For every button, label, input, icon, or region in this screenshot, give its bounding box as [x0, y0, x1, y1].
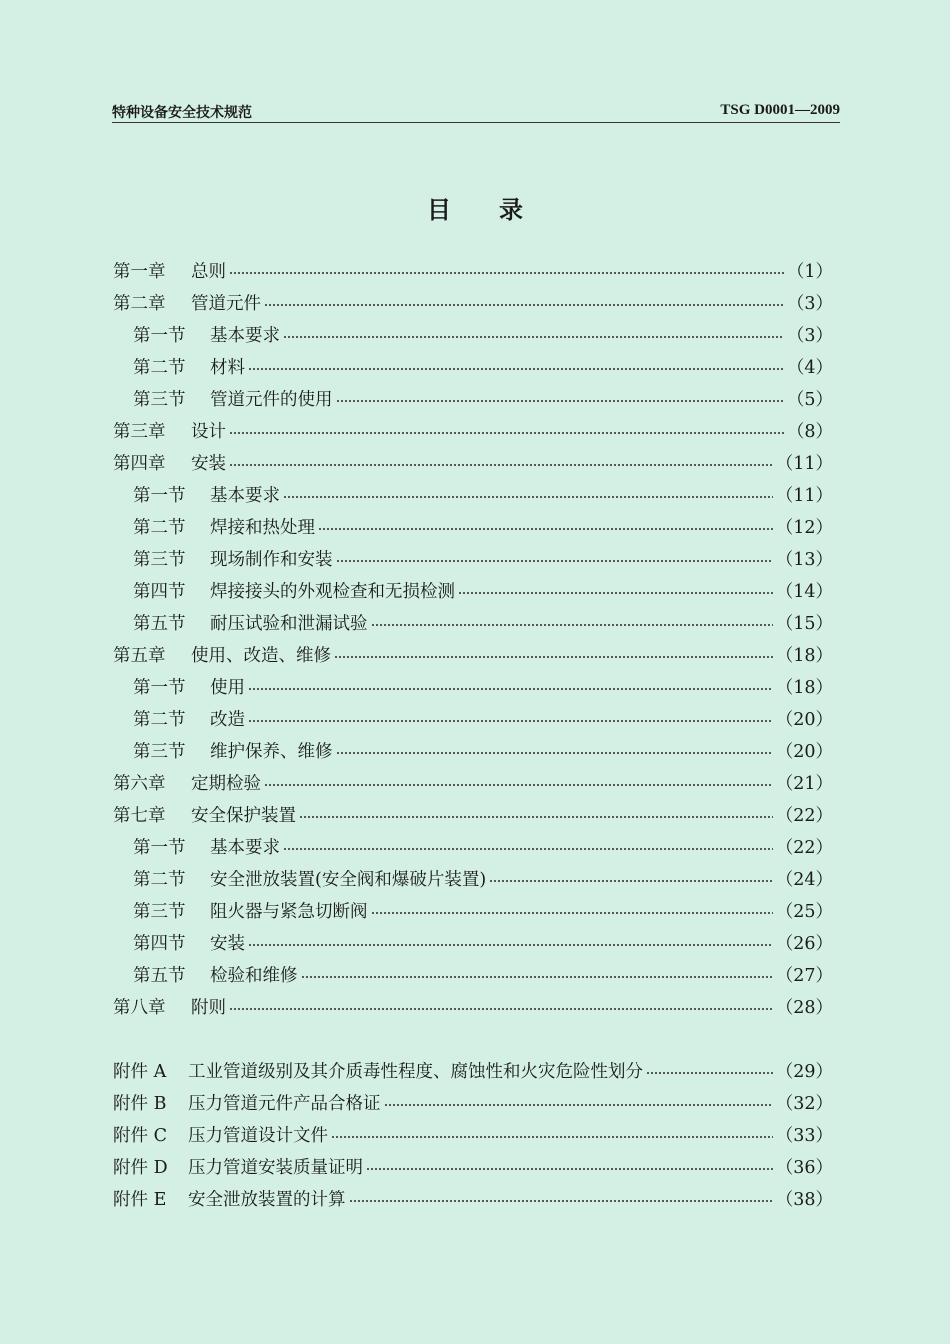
dot-leader [299, 811, 773, 821]
toc-section-entry-page-number: （20） [775, 742, 833, 762]
dot-leader [248, 683, 773, 693]
toc-section-entry-title: 管道元件的使用 [210, 390, 333, 410]
toc-section-entry-page-number: （27） [775, 966, 833, 986]
toc-section-entry[interactable] [113, 960, 833, 992]
toc-chapter-entry-title: 安装 [191, 454, 226, 474]
toc-chapter-entry-label: 第四章 [113, 454, 166, 474]
toc-chapter-entry-label: 第六章 [113, 774, 166, 794]
toc-section-entry-title: 基本要求 [210, 838, 280, 858]
toc-section-entry-label: 第二节 [133, 518, 186, 538]
toc-section-entry-page-number: （25） [775, 902, 833, 922]
toc-chapter-entry-page-number: （28） [775, 998, 833, 1018]
dot-leader [646, 1067, 773, 1077]
toc-section-entry-label: 第四节 [133, 582, 186, 602]
dot-leader [283, 491, 773, 501]
dot-leader [371, 907, 773, 917]
toc-section-entry-page-number: （13） [775, 550, 833, 570]
toc-section-entry-label: 第三节 [133, 902, 186, 922]
toc-section-entry-label: 第四节 [133, 934, 186, 954]
toc-section-entry-page-number: （5） [786, 390, 833, 410]
toc-section-entry-label: 第二节 [133, 870, 186, 890]
header-standard-code: TSG D0001—2009 [720, 102, 840, 118]
toc-chapter-entry-label: 第七章 [113, 806, 166, 826]
toc-section-entry-title: 改造 [210, 710, 245, 730]
toc-chapter-entry[interactable] [113, 640, 833, 672]
toc-appendix-entry[interactable] [113, 1120, 833, 1152]
dot-leader [366, 1163, 773, 1173]
toc-chapter-entry-title: 附则 [191, 998, 226, 1018]
toc-section-entry-title: 安全泄放装置(安全阀和爆破片装置) [210, 870, 487, 890]
toc-chapter-entry-title: 管道元件 [191, 294, 261, 314]
toc-section-entry[interactable] [113, 512, 833, 544]
toc-section-entry-label: 第一节 [133, 678, 186, 698]
toc-chapter-entry-title: 总则 [191, 262, 226, 282]
toc-appendix-entry-title: 工业管道级别及其介质毒性程度、腐蚀性和火灾危险性划分 [188, 1062, 643, 1082]
toc-chapter-entry[interactable] [113, 256, 833, 288]
toc-chapter-entry-page-number: （21） [775, 774, 833, 794]
toc-section-entry-title: 基本要求 [210, 326, 280, 346]
toc-section-entry-label: 第三节 [133, 550, 186, 570]
toc-section-entry[interactable] [113, 352, 833, 384]
dot-leader [283, 843, 773, 853]
toc-section-entry-page-number: （20） [775, 710, 833, 730]
toc-section-entry-page-number: （22） [775, 838, 833, 858]
toc-section-entry[interactable] [113, 576, 833, 608]
dot-leader [229, 1003, 773, 1013]
toc-section-entry-title: 阻火器与紧急切断阀 [210, 902, 368, 922]
toc-section-entry[interactable] [113, 384, 833, 416]
toc-appendix-entry-page-number: （33） [775, 1126, 833, 1146]
toc-section-entry-page-number: （12） [775, 518, 833, 538]
dot-leader [384, 1099, 773, 1109]
toc-section-entry[interactable] [113, 608, 833, 640]
toc-appendix-entry-title: 安全泄放装置的计算 [188, 1190, 346, 1210]
toc-section-entry-page-number: （4） [786, 358, 833, 378]
dot-leader [336, 555, 773, 565]
toc-section-entry-title: 使用 [210, 678, 245, 698]
dot-leader [229, 267, 784, 277]
toc-appendix-entry[interactable] [113, 1152, 833, 1184]
toc-section-entry-page-number: （3） [786, 326, 833, 346]
dot-leader [349, 1195, 773, 1205]
toc-chapter-entry-label: 第二章 [113, 294, 166, 314]
dot-leader [229, 427, 784, 437]
toc-section-entry-label: 第二节 [133, 710, 186, 730]
toc-chapter-entry-title: 设计 [191, 422, 226, 442]
toc-appendix-entry-page-number: （32） [775, 1094, 833, 1114]
toc-chapter-entry-label: 第一章 [113, 262, 166, 282]
toc-appendix-entry-label: 附件 C [113, 1126, 167, 1146]
toc-section-entry-label: 第五节 [133, 966, 186, 986]
toc-section-entry-label: 第三节 [133, 390, 186, 410]
toc-chapter-entry-page-number: （1） [786, 262, 833, 282]
toc-section-entry-title: 检验和维修 [210, 966, 298, 986]
toc-appendix-entry-label: 附件 E [113, 1190, 167, 1210]
toc-section-entry-title: 安装 [210, 934, 245, 954]
toc-section-entry-title: 维护保养、维修 [210, 742, 333, 762]
table-of-contents [113, 256, 833, 1216]
toc-section-entry-title: 焊接和热处理 [210, 518, 315, 538]
toc-appendix-entry-title: 压力管道元件产品合格证 [188, 1094, 381, 1114]
toc-section-entry-page-number: （26） [775, 934, 833, 954]
toc-section-entry-title: 耐压试验和泄漏试验 [210, 614, 368, 634]
toc-section-entry-page-number: （24） [775, 870, 833, 890]
toc-chapter-entry-title: 安全保护装置 [191, 806, 296, 826]
dot-leader [264, 779, 773, 789]
toc-chapter-entry-page-number: （11） [775, 454, 833, 474]
toc-appendix-entry-page-number: （36） [775, 1158, 833, 1178]
toc-section-entry[interactable] [113, 832, 833, 864]
dot-leader [318, 523, 773, 533]
toc-chapter-entry-title: 定期检验 [191, 774, 261, 794]
toc-section-entry-label: 第三节 [133, 742, 186, 762]
toc-chapter-entry[interactable] [113, 768, 833, 800]
toc-chapter-entry-label: 第五章 [113, 646, 166, 666]
toc-chapter-entry[interactable] [113, 288, 833, 320]
toc-appendix-entry[interactable] [113, 1184, 833, 1216]
toc-chapter-entry-label: 第八章 [113, 998, 166, 1018]
toc-chapter-entry-label: 第三章 [113, 422, 166, 442]
dot-leader [458, 587, 773, 597]
dot-leader [371, 619, 773, 629]
toc-chapter-entry-page-number: （8） [786, 422, 833, 442]
toc-appendix-entry[interactable] [113, 1088, 833, 1120]
toc-section-entry[interactable] [113, 928, 833, 960]
toc-appendix-entry-label: 附件 D [113, 1158, 168, 1178]
toc-section-entry-page-number: （15） [775, 614, 833, 634]
toc-chapter-entry-page-number: （3） [786, 294, 833, 314]
toc-section-entry[interactable] [113, 864, 833, 896]
dot-leader [264, 299, 784, 309]
toc-chapter-entry-page-number: （18） [775, 646, 833, 666]
appendix-spacer [113, 1024, 833, 1056]
toc-section-entry-label: 第一节 [133, 326, 186, 346]
dot-leader [229, 459, 773, 469]
toc-section-entry-label: 第一节 [133, 486, 186, 506]
toc-chapter-entry[interactable] [113, 416, 833, 448]
toc-appendix-entry-title: 压力管道设计文件 [188, 1126, 328, 1146]
dot-leader [489, 875, 773, 885]
dot-leader [248, 715, 773, 725]
toc-section-entry-label: 第五节 [133, 614, 186, 634]
toc-chapter-entry[interactable] [113, 448, 833, 480]
toc-section-entry-title: 材料 [210, 358, 245, 378]
toc-chapter-entry[interactable] [113, 800, 833, 832]
toc-appendix-entry-page-number: （29） [775, 1062, 833, 1082]
toc-appendix-entry-page-number: （38） [775, 1190, 833, 1210]
toc-section-entry-title: 现场制作和安装 [210, 550, 333, 570]
toc-section-entry[interactable] [113, 736, 833, 768]
dot-leader [248, 939, 773, 949]
toc-section-entry[interactable] [113, 704, 833, 736]
toc-section-entry[interactable] [113, 320, 833, 352]
toc-section-entry-title: 基本要求 [210, 486, 280, 506]
dot-leader [336, 395, 784, 405]
dot-leader [331, 1131, 773, 1141]
toc-appendix-entry-title: 压力管道安装质量证明 [188, 1158, 363, 1178]
toc-section-entry[interactable] [113, 896, 833, 928]
toc-section-entry-page-number: （18） [775, 678, 833, 698]
dot-leader [283, 331, 784, 341]
toc-appendix-entry[interactable] [113, 1056, 833, 1088]
toc-chapter-entry-page-number: （22） [775, 806, 833, 826]
toc-chapter-entry[interactable] [113, 992, 833, 1024]
page-title: 目录 [427, 196, 571, 224]
page-header [112, 100, 840, 123]
dot-leader [248, 363, 784, 373]
toc-section-entry[interactable] [113, 672, 833, 704]
toc-section-entry-label: 第二节 [133, 358, 186, 378]
toc-section-entry-page-number: （14） [775, 582, 833, 602]
header-spec-name: 特种设备安全技术规范 [112, 105, 252, 121]
dot-leader [336, 747, 773, 757]
dot-leader [334, 651, 773, 661]
toc-appendix-entry-label: 附件 B [113, 1094, 167, 1114]
dot-leader [301, 971, 773, 981]
toc-section-entry-page-number: （11） [775, 486, 833, 506]
toc-section-entry-title: 焊接接头的外观检查和无损检测 [210, 582, 455, 602]
toc-section-entry[interactable] [113, 480, 833, 512]
toc-appendix-entry-label: 附件 A [113, 1062, 167, 1082]
toc-section-entry-label: 第一节 [133, 838, 186, 858]
toc-section-entry[interactable] [113, 544, 833, 576]
toc-chapter-entry-title: 使用、改造、维修 [191, 646, 331, 666]
